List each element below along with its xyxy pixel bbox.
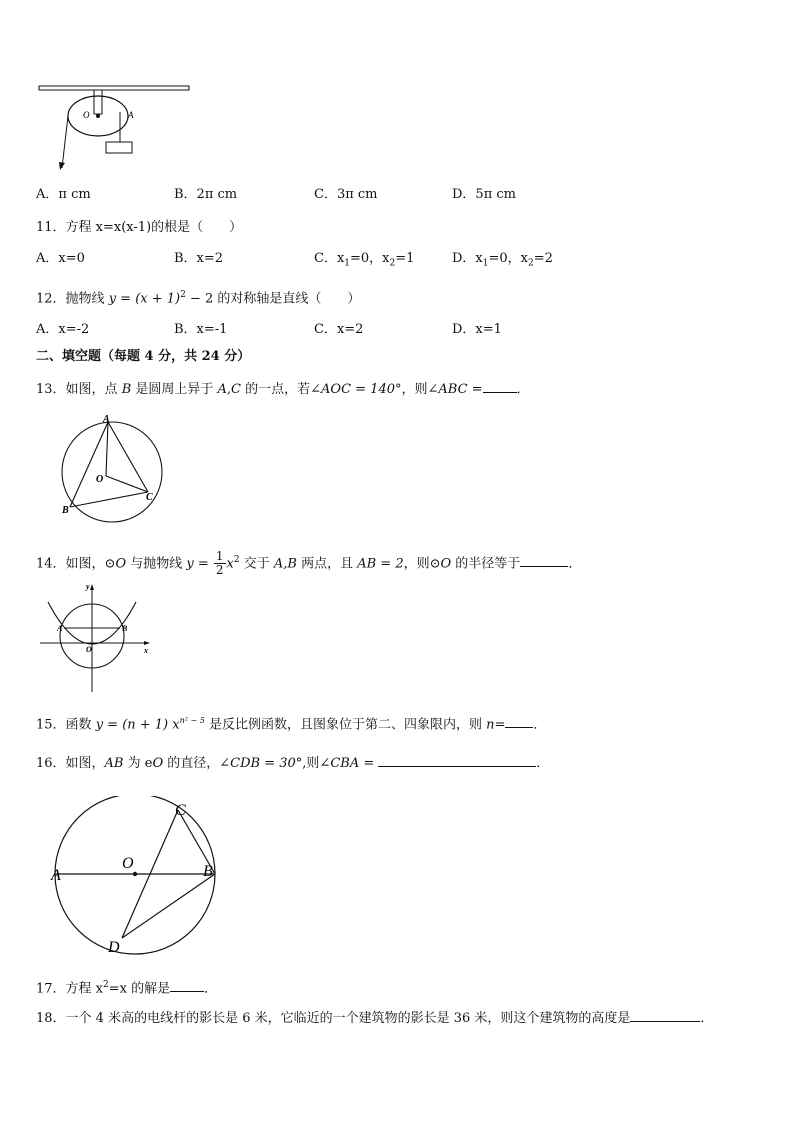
q16-ab: AB bbox=[104, 756, 124, 771]
q17-p2: =x 的解是 bbox=[108, 981, 171, 997]
q16-label-d: D bbox=[108, 939, 120, 956]
q12-formula-post: − 2 bbox=[185, 291, 214, 307]
q12-stem bbox=[36, 286, 360, 308]
q16-angle2: ∠CBA = bbox=[319, 756, 375, 771]
q13-p3: 的一点，若 bbox=[240, 382, 311, 397]
q14-p5: ，则⊙ bbox=[403, 556, 441, 572]
q14-o: O bbox=[115, 556, 127, 572]
q13-end: ． bbox=[516, 382, 530, 397]
q12-option-b: B．x=-1 bbox=[174, 322, 228, 337]
q13-p2: 是圆周上异于 bbox=[131, 382, 218, 397]
q10-option-b: B．2π cm bbox=[174, 187, 238, 202]
ceiling-bar bbox=[39, 86, 189, 90]
q13-label-o: O bbox=[96, 474, 104, 485]
q11-option-c bbox=[314, 250, 414, 273]
q14-end: ． bbox=[568, 556, 582, 572]
sub: 1 bbox=[482, 258, 489, 269]
q16-o: O bbox=[152, 756, 164, 771]
q16-figure bbox=[44, 796, 224, 958]
q16-label-c: C bbox=[175, 802, 186, 819]
q13-ac: A,C bbox=[217, 382, 241, 397]
q14-x: x bbox=[226, 556, 234, 572]
q11-c-pre: C．x bbox=[314, 251, 345, 266]
q17-exp: 2 bbox=[103, 980, 109, 990]
q13-p1: 13．如图，点 bbox=[36, 382, 122, 397]
q14-label-x: x bbox=[144, 646, 148, 655]
q15-p1: 15．函数 bbox=[36, 717, 96, 733]
q11-d-mid: =0，x bbox=[488, 251, 528, 266]
q13-answer-blank[interactable] bbox=[483, 380, 517, 393]
q12-option-d: D．x=1 bbox=[452, 322, 502, 337]
q12-pre: 12．抛物线 bbox=[36, 291, 109, 307]
q10-option-a: A．π cm bbox=[36, 187, 91, 202]
q16-label-b: B bbox=[203, 863, 213, 880]
q16-p4: ,则 bbox=[302, 756, 320, 771]
q14-label-b: B bbox=[122, 624, 128, 633]
q14-p4: 两点，且 bbox=[296, 556, 358, 572]
weight-block bbox=[106, 142, 132, 153]
q13-label-a: A bbox=[103, 414, 110, 425]
pulley-hanger bbox=[94, 90, 102, 114]
q13-angle2: ∠ABC = bbox=[427, 382, 483, 397]
q14-num: 1 bbox=[215, 549, 224, 564]
q13-circle bbox=[62, 422, 162, 522]
q16-p2: 为 e bbox=[123, 756, 153, 771]
sub: 2 bbox=[528, 258, 534, 269]
q16-p1: 16．如图， bbox=[36, 756, 105, 771]
q14-fraction bbox=[214, 550, 226, 577]
q18-text: 18．一个 4 米高的电线杆的影长是 6 米，它临近的一个建筑物的影长是 36 米，则这个建筑物的高度是 bbox=[36, 1011, 631, 1026]
q16-p3: 的直径， bbox=[163, 756, 220, 771]
q12-option-a: A．x=-2 bbox=[36, 322, 90, 337]
q16-angle1: ∠CDB = 30° bbox=[219, 756, 303, 771]
q11-option-b: B．x=2 bbox=[174, 251, 224, 266]
q15-p3: = bbox=[494, 717, 506, 733]
q18-answer-blank[interactable] bbox=[630, 1009, 700, 1022]
q17-p1: 17．方程 x bbox=[36, 981, 104, 997]
sub: 2 bbox=[389, 258, 396, 269]
q11-d-post: =2 bbox=[533, 251, 553, 266]
q15-p2: 是反比例函数，且图象位于第二、四象限内，则 bbox=[204, 717, 487, 733]
q10-option-d: D．5π cm bbox=[452, 187, 516, 202]
q13-figure bbox=[54, 412, 169, 527]
q16-label-a: A bbox=[51, 867, 61, 884]
q13-angle1: ∠AOC = 140° bbox=[310, 382, 402, 397]
q13-label-c: C bbox=[146, 492, 153, 503]
q11-stem: 11．方程 x=x(x-1)的根是（ ） bbox=[36, 220, 243, 235]
q14-o2: O bbox=[440, 556, 452, 572]
q13-label-b: B bbox=[62, 505, 69, 516]
q12-post: 的对称轴是直线（ ） bbox=[213, 291, 361, 307]
q14-p6: 的半径等于 bbox=[451, 556, 521, 572]
q11-d-pre: D．x bbox=[452, 251, 483, 266]
q11-c-mid: =0，x bbox=[350, 251, 390, 266]
q10-option-c: C．3π cm bbox=[314, 187, 378, 202]
q14-p3: 交于 bbox=[239, 556, 274, 572]
q14-stem bbox=[36, 545, 582, 578]
q11-c-post: =1 bbox=[395, 251, 415, 266]
pulley-figure bbox=[36, 80, 196, 180]
q13-p4: ，则 bbox=[401, 382, 428, 397]
q17-answer-blank[interactable] bbox=[170, 979, 204, 992]
q14-answer-blank[interactable] bbox=[520, 554, 568, 567]
q18-stem bbox=[36, 1009, 713, 1028]
q14-ab: A,B bbox=[273, 556, 297, 572]
q15-exp: n² − 5 bbox=[179, 716, 205, 725]
sub: 1 bbox=[344, 258, 351, 269]
q12-option-c: C．x=2 bbox=[314, 322, 364, 337]
q14-p2: 与抛物线 bbox=[126, 556, 187, 572]
q14-label-y: y bbox=[86, 582, 90, 591]
label-O: O bbox=[83, 110, 90, 120]
q14-p1: 14．如图，⊙ bbox=[36, 556, 116, 572]
q11-option-a: A．x=0 bbox=[36, 251, 85, 266]
q14-exp: 2 bbox=[233, 555, 240, 565]
q14-label-a: A bbox=[57, 624, 63, 633]
label-A: A bbox=[128, 110, 134, 120]
q14-figure bbox=[38, 580, 158, 695]
q16-label-o: O bbox=[122, 855, 134, 872]
q11-option-d bbox=[452, 250, 553, 273]
q17-stem bbox=[36, 976, 217, 998]
q17-end: ． bbox=[204, 981, 218, 997]
q14-y: y = bbox=[186, 556, 209, 572]
q15-end: ． bbox=[533, 717, 547, 733]
q12-formula: y = (x + 1) bbox=[108, 291, 181, 307]
q14-abeq: AB = 2 bbox=[357, 556, 404, 572]
q12-exp: 2 bbox=[180, 290, 186, 300]
q16-end: ． bbox=[536, 756, 550, 771]
q14-label-o: O bbox=[86, 645, 92, 654]
q16-stem bbox=[36, 754, 549, 773]
q13-stem bbox=[36, 380, 530, 399]
q13-b: B bbox=[121, 382, 132, 397]
q15-stem bbox=[36, 712, 546, 734]
q14-den: 2 bbox=[215, 563, 224, 578]
q15-n: n bbox=[486, 717, 495, 733]
q16-answer-blank[interactable] bbox=[378, 754, 536, 767]
q15-answer-blank[interactable] bbox=[505, 715, 533, 728]
q18-end: ． bbox=[700, 1011, 714, 1026]
section-2-title: 二、填空题（每题 4 分，共 24 分） bbox=[36, 349, 251, 364]
rope-left bbox=[62, 116, 68, 168]
q15-f: y = (n + 1) x bbox=[95, 717, 180, 733]
